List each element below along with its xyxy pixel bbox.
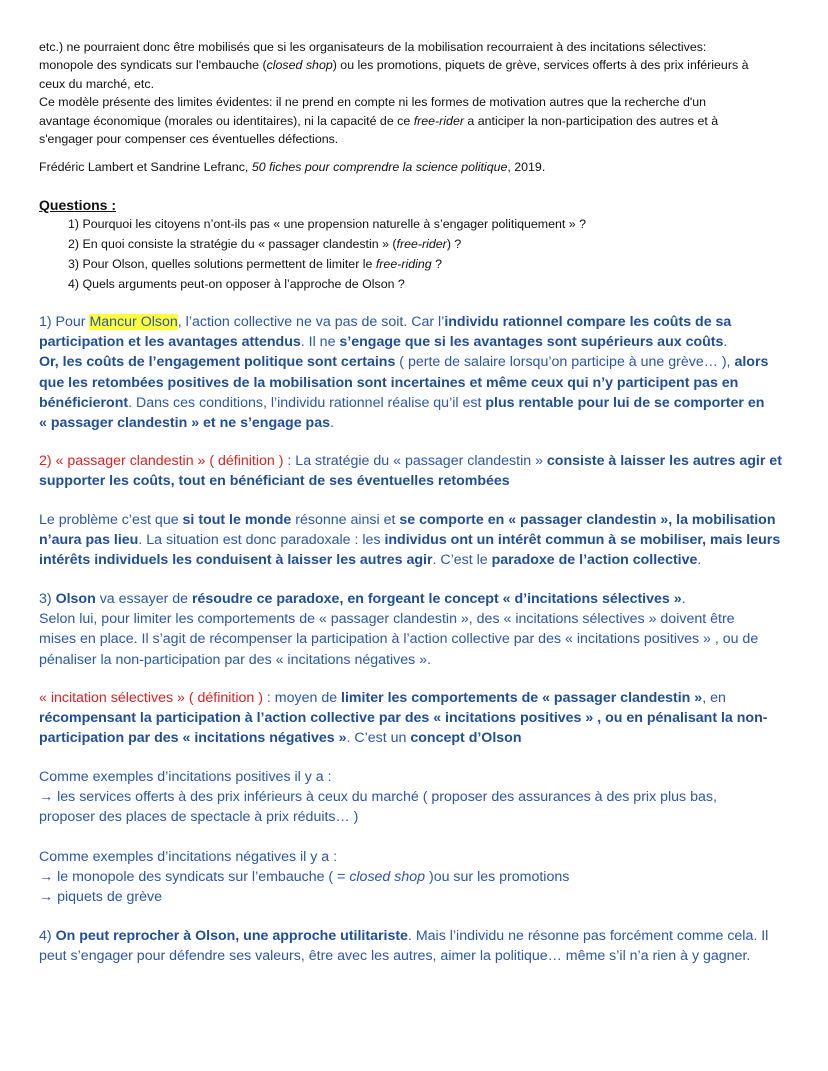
question-item: 4) Quels arguments peut-on opposer à l’approche de Olson ?: [68, 277, 405, 291]
answer-4: 4) On peut reprocher à Olson, une approche utilitariste. Mais l’individu ne résonne pas forcément comme cela. Il peut s’engager pour défendre ses valeurs, être avec les autres, aimer la politique… même s’il n’a rien à y gagner.: [39, 928, 769, 965]
question-item: 1) Pourquoi les citoyens n’ont-ils pas « une propension naturelle à s’engager politiquement » ?: [68, 217, 586, 231]
answer-3: 3) Olson va essayer de résoudre ce paradoxe, en forgeant le concept « d’incitations sélectives ». Selon lui, pour limiter les comportements de « passager clandestin », des « incitations sélectives » doivent être mises en place. Il s’agit de récompenser la participation à l’action collective par des « incitations positives » , ou de pénaliser la non-participation par des « incitations négatives ».: [39, 591, 759, 668]
intro-line: monopole des syndicats sur l'embauche (closed shop) ou les promotions, piquets de grève, services offerts à des prix inférieurs à: [39, 58, 749, 73]
citation: Frédéric Lambert et Sandrine Lefranc, 50 fiches pour comprendre la science politique, 2019.: [39, 160, 546, 174]
intro-line: s'engager pour compenser ces éventuelles défections.: [39, 132, 339, 147]
highlighted-name: Mancur Olson: [89, 314, 178, 330]
intro-text: [39, 38, 799, 148]
definition-paragraph: « incitation sélectives » ( définition ) : moyen de limiter les comportements de « passager clandestin », en récompensant la participation à l’action collective par des « incitations positives » , ou en pénalisant la non- participation par des « incitations négatives ». C’est un concept d’Olson: [39, 690, 768, 747]
answer-1: 1) Pour Mancur Olson, l’action collective ne va pas de soit. Car l’individu rationnel compare les coûts de sa participation et les avantages attendus. Il ne s’engage que si les avantages sont supérieurs aux coûts. Or, les coûts de l’engagement politique sont certains ( perte de salaire lorsqu’on participe à une grève… ), alors que les retombées positives de la mobilisation sont incertaines et même ceux qui n’y participent pas en bénéficieront. Dans ces conditions, l’individu rationnel réalise qu’il est plus rentable pour lui de se comporter en « passager clandestin » et ne s’engage pas.: [39, 314, 769, 432]
positive-examples: Comme exemples d’incitations positives il y a : → les services offerts à des prix inférieurs à ceux du marché ( proposer des assurances à des prix plus bas, proposer des places de spectacle à prix réduits… ): [39, 769, 717, 826]
negative-examples: Comme exemples d’incitations négatives il y a : → le monopole des syndicats sur l’embauche ( = closed shop )ou sur les promotions → piquets de grève: [39, 849, 570, 906]
definition-label: 2) « passager clandestin » ( définition ): [39, 453, 288, 469]
question-item: 3) Pour Olson, quelles solutions permettent de limiter le free-riding ?: [68, 257, 442, 271]
intro-line: ceux du marché, etc.: [39, 76, 155, 91]
questions-list: [68, 214, 586, 294]
intro-line: avantage économique (morales ou identitaires), ni la capacité de ce free-rider a anticiper la non-participation des autres et à: [39, 113, 719, 128]
definition-label: « incitation sélectives » ( définition ): [39, 690, 267, 706]
intro-line: Ce modèle présente des limites évidentes: il ne prend en compte ni les formes de motivation autres que la recherche d'un: [39, 95, 707, 110]
question-item: 2) En quoi consiste la stratégie du « passager clandestin » (free-rider) ?: [68, 237, 462, 251]
questions-heading: Questions :: [39, 197, 117, 213]
answer-2: 2) « passager clandestin » ( définition ) : La stratégie du « passager clandestin » consiste à laisser les autres agir et supporter les coûts, tout en bénéficiant de ses éventuelles retombées: [39, 453, 782, 490]
problem-paragraph: Le problème c’est que si tout le monde résonne ainsi et se comporte en « passager clandestin », la mobilisation n’aura pas lieu. La situation est donc paradoxale : les individus ont un intérêt commun à se mobiliser, mais leurs intérêts individuels les conduisent à laisser les autres agir. C’est le paradoxe de l’action collective.: [39, 512, 781, 569]
intro-line: etc.) ne pourraient donc être mobilisés que si les organisateurs de la mobilisation recourraient à des incitations sélectives:: [39, 40, 707, 54]
